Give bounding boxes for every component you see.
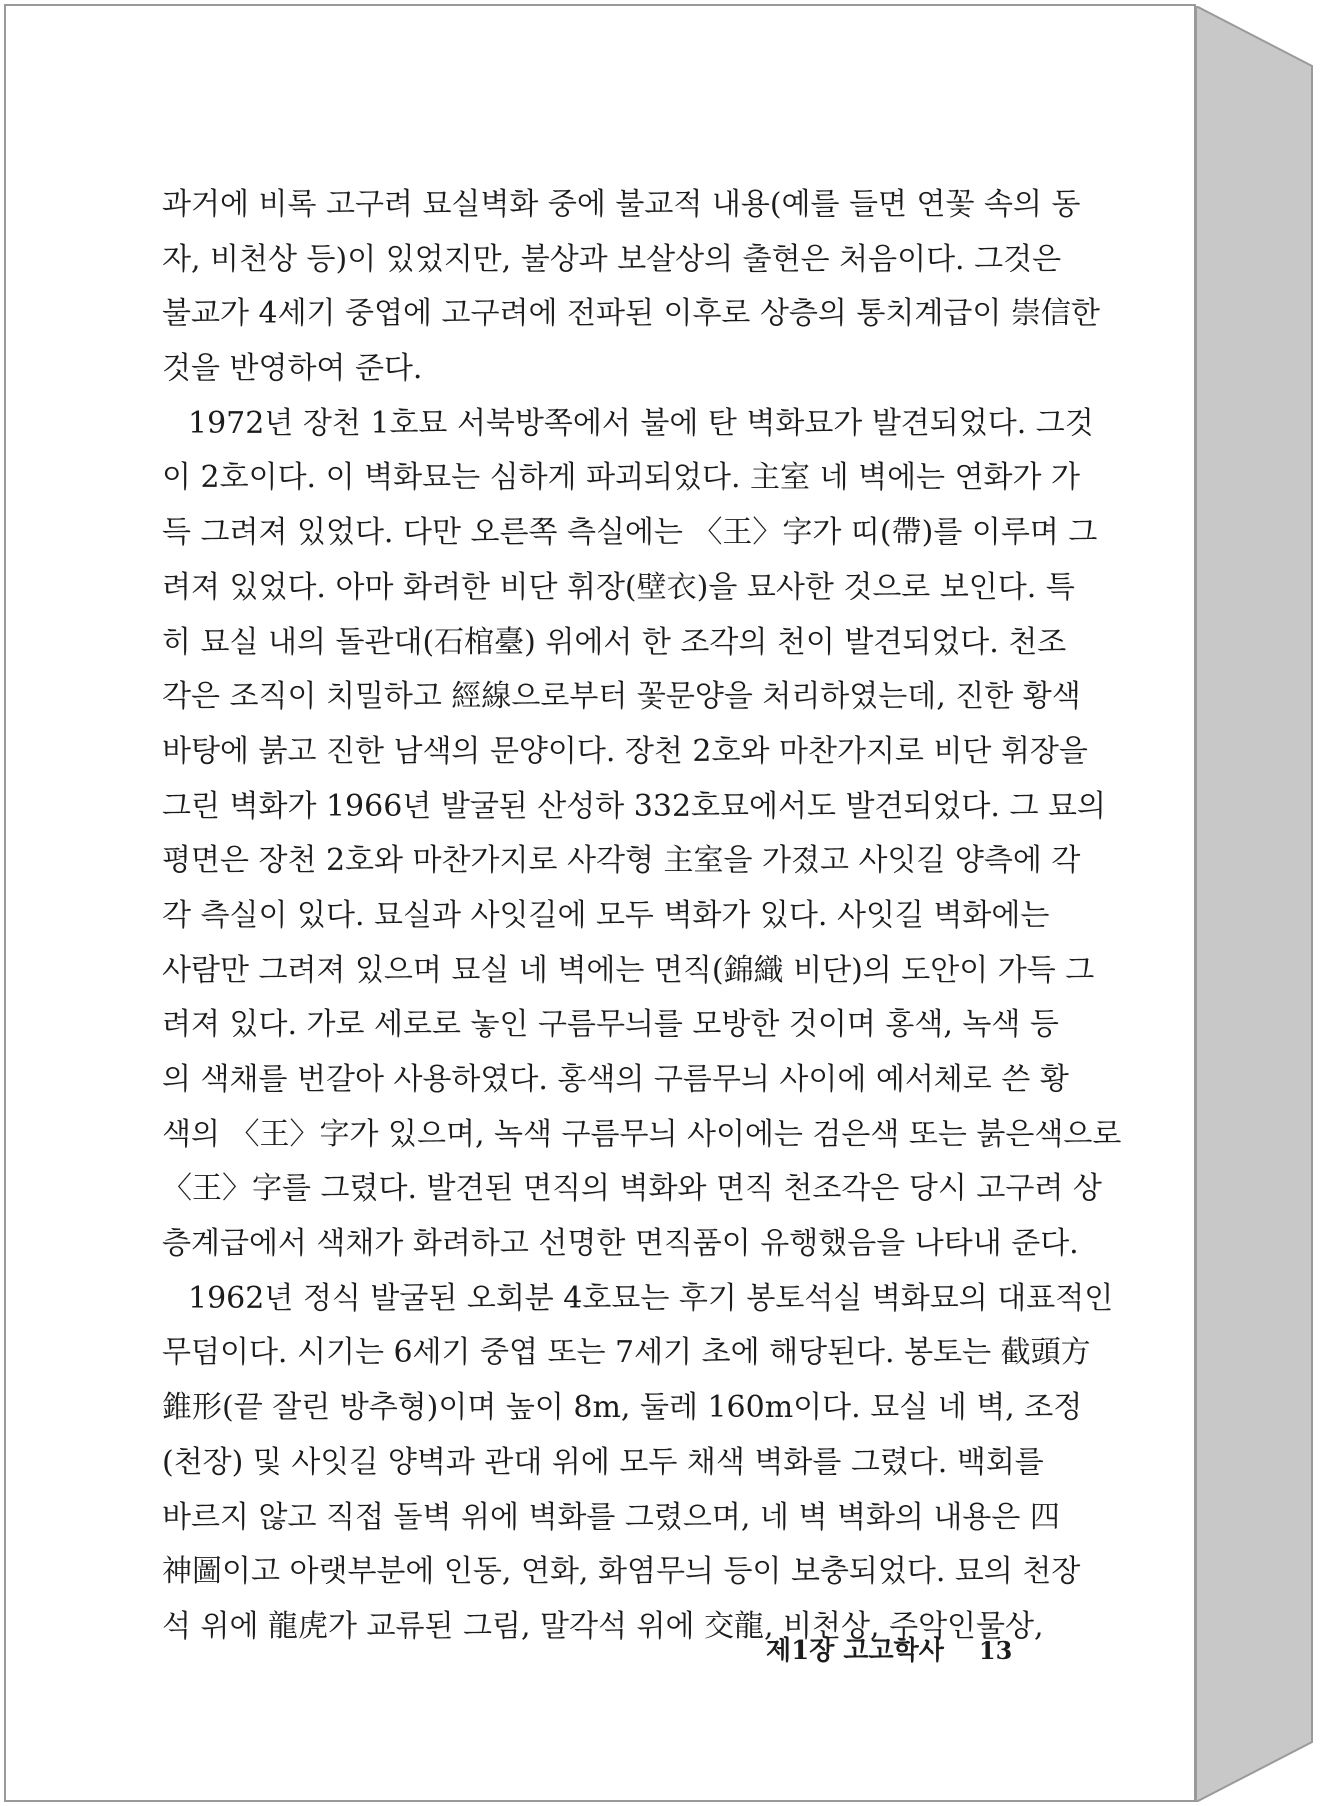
body-text — [162, 178, 1122, 1655]
text-line: 神圖이고 아랫부분에 인동, 연화, 화염무늬 등이 보충되었다. 묘의 천장 — [162, 1554, 1081, 1590]
text-line: 각 측실이 있다. 묘실과 사잇길에 모두 벽화가 있다. 사잇길 벽화에는 — [162, 897, 1050, 933]
text-line: 평면은 장천 2호와 마찬가지로 사각형 主室을 가졌고 사잇길 양측에 각 — [162, 843, 1081, 879]
text-line: 사람만 그려져 있으며 묘실 네 벽에는 면직(錦織 비단)의 도안이 가득 그 — [162, 952, 1095, 988]
text-line: 각은 조직이 치밀하고 經線으로부터 꽃문양을 처리하였는데, 진한 황색 — [162, 679, 1081, 715]
page-number: 13 — [978, 1636, 1013, 1665]
text-line: 색의 〈王〉字가 있으며, 녹색 구름무늬 사이에는 검은색 또는 붉은색으로 — [162, 1116, 1122, 1152]
chapter-title: 제1장 고고학사 — [766, 1636, 944, 1666]
text-line: 불교가 4세기 중엽에 고구려에 전파된 이후로 상층의 통치계급이 崇信한 — [162, 296, 1100, 332]
text-line: 〈王〉字를 그렸다. 발견된 면직의 벽화와 면직 천조각은 당시 고구려 상 — [162, 1171, 1102, 1207]
text-line: 바르지 않고 직접 돌벽 위에 벽화를 그렸으며, 네 벽 벽화의 내용은 四 — [162, 1499, 1060, 1535]
text-line: (천장) 및 사잇길 양벽과 관대 위에 모두 채색 벽화를 그렸다. 백회를 — [162, 1444, 1044, 1480]
text-line: 려져 있다. 가로 세로로 놓인 구름무늬를 모방한 것이며 홍색, 녹색 등 — [162, 1007, 1059, 1043]
text-line: 자, 비천상 등)이 있었지만, 불상과 보살상의 출현은 처음이다. 그것은 — [162, 241, 1062, 277]
text-line: 바탕에 붉고 진한 남색의 문양이다. 장천 2호와 마찬가지로 비단 휘장을 — [162, 733, 1088, 769]
text-line: 1972년 장천 1호묘 서북방쪽에서 불에 탄 벽화묘가 발견되었다. 그것 — [188, 405, 1094, 441]
text-line: 무덤이다. 시기는 6세기 중엽 또는 7세기 초에 해당된다. 봉토는 截頭方 — [162, 1335, 1091, 1371]
text-line: 층계급에서 색채가 화려하고 선명한 면직품이 유행했음을 나타내 준다. — [162, 1226, 1079, 1262]
page-sheet — [4, 4, 1196, 1802]
text-line: 것을 반영하여 준다. — [162, 351, 423, 387]
text-line: 득 그려져 있었다. 다만 오른쪽 측실에는 〈王〉字가 띠(帶)를 이루며 그 — [162, 515, 1098, 551]
text-line: 히 묘실 내의 돌관대(石棺臺) 위에서 한 조각의 천이 발견되었다. 천조 — [162, 624, 1067, 660]
text-line: 이 2호이다. 이 벽화묘는 심하게 파괴되었다. 主室 네 벽에는 연화가 가 — [162, 460, 1081, 496]
text-line: 錐形(끝 잘린 방추형)이며 높이 8m, 둘레 160m이다. 묘실 네 벽, 조정 — [162, 1390, 1083, 1426]
book-side-face — [1196, 6, 1320, 1802]
text-line: 1962년 정식 발굴된 오회분 4호묘는 후기 봉토석실 벽화묘의 대표적인 — [188, 1280, 1114, 1316]
text-line: 의 색채를 번갈아 사용하였다. 홍색의 구름무늬 사이에 예서체로 쓴 황 — [162, 1062, 1069, 1097]
text-line: 석 위에 龍虎가 교류된 그림, 말각석 위에 交龍, 비천상, 주악인물상, — [162, 1608, 1044, 1644]
text-line: 려져 있었다. 아마 화려한 비단 휘장(壁衣)을 묘사한 것으로 보인다. 특 — [162, 569, 1075, 605]
text-line: 그린 벽화가 1966년 발굴된 산성하 332호묘에서도 발견되었다. 그 묘의 — [162, 788, 1106, 824]
book-side-polygon — [1196, 6, 1312, 1802]
text-line: 과거에 비록 고구려 묘실벽화 중에 불교적 내용(예를 들면 연꽃 속의 동 — [162, 187, 1081, 222]
page-footer — [766, 1626, 1066, 1676]
